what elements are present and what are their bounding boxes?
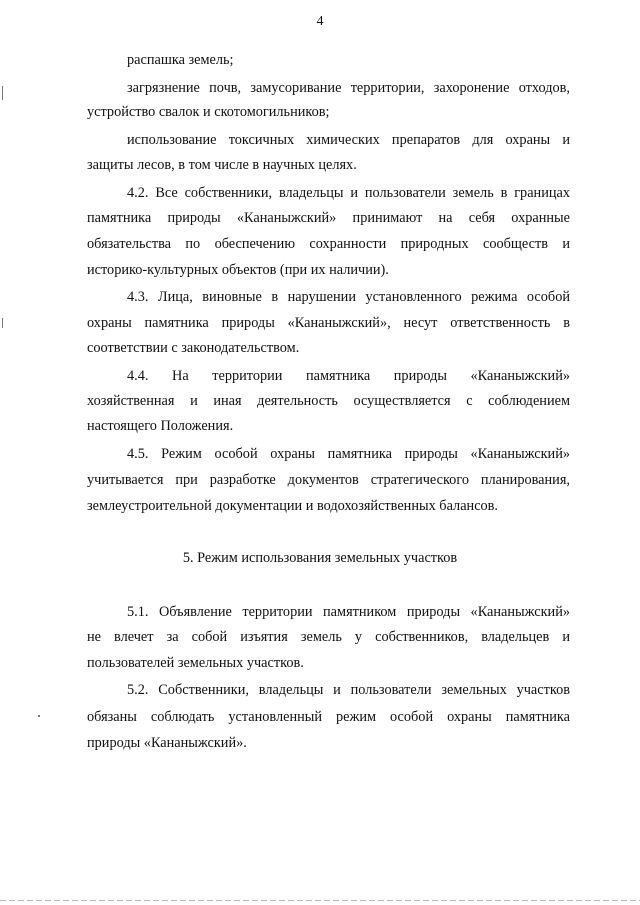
text-line: 5.1. Объявление территории памятником природы «Кананыжский» [127,604,570,620]
page-number: 4 [316,14,324,29]
text-line: загрязнение почв, замусоривание территории, захоронение отходов, [127,80,570,96]
text-line: пользователей земельных участков. [87,655,304,671]
text-line: охраны памятника природы «Кананыжский», несут ответственность в [87,315,570,331]
text-line: использование токсичных химических препаратов для охраны и [127,132,570,148]
text-line: 4.5. Режим особой охраны памятника природы «Кананыжский» [127,446,570,462]
scan-artifact-mark [2,318,3,328]
section-heading: 5. Режим использования земельных участков [182,550,458,566]
text-line: обязательства по обеспечению сохранности природных сообществ и [87,236,570,252]
text-line: настоящего Положения. [87,418,234,434]
text-line: историко-культурных объектов (при их наличии). [87,262,389,278]
text-line: учитывается при разработке документов стратегического планирования, [87,472,570,488]
text-line: хозяйственная и иная деятельность осуществляется с соблюдением [87,393,570,409]
text-line: не влечет за собой изъятия земель у собственников, владельцев и [87,629,570,645]
text-line: защиты лесов, в том числе в научных целях. [87,157,357,173]
text-line: 4.4. На территории памятника природы «Кананыжский» [127,368,570,384]
text-line: 5.2. Собственники, владельцы и пользователи земельных участков [127,682,570,698]
text-line: памятника природы «Кананыжский» принимают на себя охранные [87,210,570,226]
scan-artifact-mark [2,86,3,100]
text-line: землеустроительной документации и водохозяйственных балансов. [87,498,499,514]
text-line: 4.3. Лица, виновные в нарушении установленного режима особой [127,289,570,305]
scan-artifact-mark [38,715,40,717]
text-line: распашка земель; [127,52,234,68]
scan-footer-line [0,900,640,901]
text-line: природы «Кананыжский». [87,735,247,751]
text-line: устройство свалок и скотомогильников; [87,104,330,120]
text-line: соответствии с законодательством. [87,340,300,356]
text-line: 4.2. Все собственники, владельцы и пользователи земель в границах [127,185,570,201]
text-line: обязаны соблюдать установленный режим особой охраны памятника [87,709,570,725]
